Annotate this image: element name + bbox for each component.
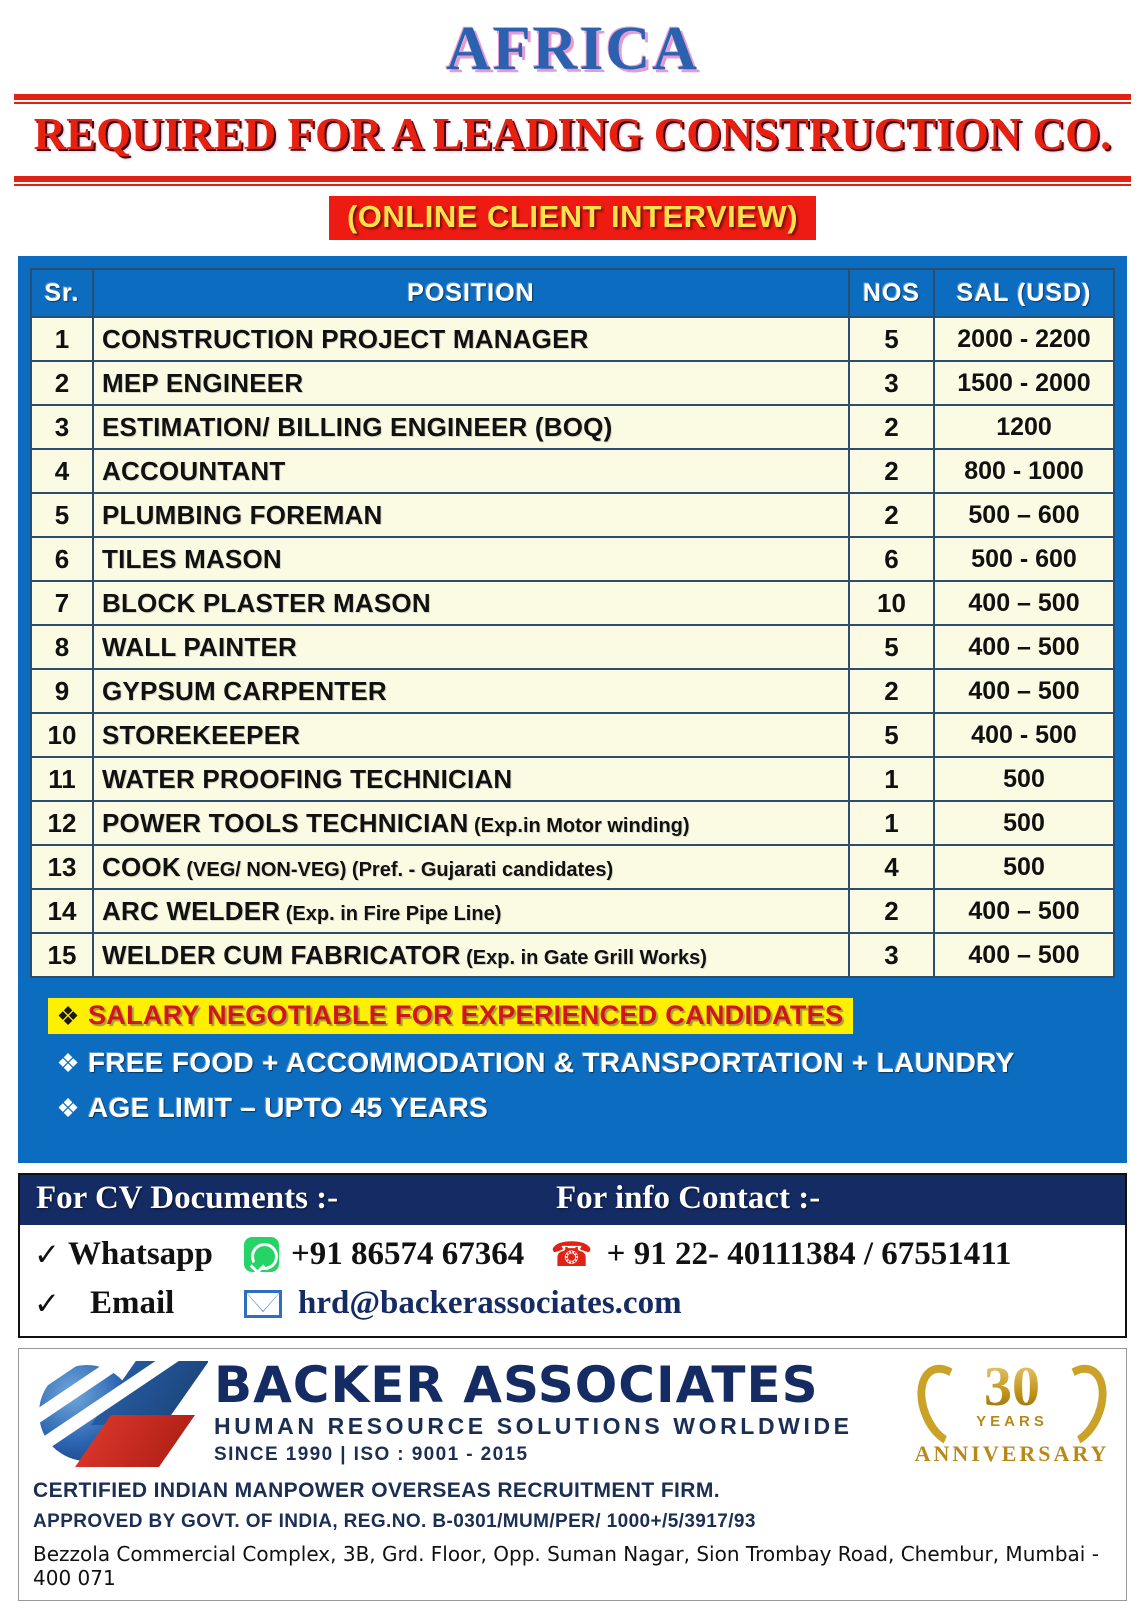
cell-nos: 6 — [849, 537, 934, 581]
anniversary-label: ANNIVERSARY — [914, 1441, 1110, 1466]
cell-position — [93, 845, 849, 889]
cell-sr: 2 — [31, 361, 93, 405]
whatsapp-line — [34, 1230, 1111, 1279]
table-row — [31, 801, 1114, 845]
cell-salary: 800 - 1000 — [934, 449, 1114, 493]
position-note: (Exp. in Gate Grill Works) — [460, 946, 707, 969]
table-row — [31, 581, 1114, 625]
table-row — [31, 361, 1114, 405]
cell-salary: 400 – 500 — [934, 933, 1114, 977]
cell-salary: 1500 - 2000 — [934, 361, 1114, 405]
position-title: TILES MASON — [102, 543, 282, 574]
benefit-plain — [48, 1092, 488, 1124]
contact-box — [18, 1173, 1127, 1338]
telephone-icon: ☎ — [550, 1235, 593, 1274]
cell-position — [93, 933, 849, 977]
position-note: (VEG/ NON-VEG) (Pref. - Gujarati candidates) — [180, 858, 614, 881]
whatsapp-number[interactable]: +91 86574 67364 — [291, 1236, 525, 1272]
brand-tagline: HUMAN RESOURCE SOLUTIONS WORLDWIDE — [214, 1413, 853, 1439]
cell-position — [93, 581, 849, 625]
envelope-icon[interactable] — [244, 1290, 282, 1318]
benefit-text: SALARY NEGOTIABLE FOR EXPERIENCED CANDIDATES — [88, 1000, 844, 1030]
cell-salary: 1200 — [934, 405, 1114, 449]
cell-salary: 400 – 500 — [934, 669, 1114, 713]
benefit-text: FREE FOOD + ACCOMMODATION & TRANSPORTATION + LAUNDRY — [88, 1047, 1015, 1078]
position-title: WATER PROOFING TECHNICIAN — [102, 763, 513, 794]
cell-salary: 500 – 600 — [934, 493, 1114, 537]
cell-sr: 14 — [31, 889, 93, 933]
office-address: Bezzola Commercial Complex, 3B, Grd. Floor, Opp. Suman Nagar, Sion Trombay Road, Chembur, Mumbai - 400 071 — [33, 1542, 1099, 1590]
cell-nos: 5 — [849, 317, 934, 361]
position-title: GYPSUM CARPENTER — [102, 675, 387, 706]
jobs-panel — [18, 256, 1127, 1163]
table-row — [31, 713, 1114, 757]
cell-position — [93, 317, 849, 361]
position-note: (Exp. in Fire Pipe Line) — [280, 902, 502, 925]
benefits-list — [30, 998, 1115, 1145]
cell-nos: 5 — [849, 713, 934, 757]
cell-nos: 2 — [849, 889, 934, 933]
jobs-table-body — [31, 317, 1114, 977]
cell-sr: 4 — [31, 449, 93, 493]
cell-position — [93, 405, 849, 449]
diamond-bullet-icon: ❖ — [56, 1048, 80, 1078]
anniversary-number: 30 — [912, 1359, 1112, 1415]
cell-sr: 5 — [31, 493, 93, 537]
table-row — [31, 625, 1114, 669]
cell-sr: 15 — [31, 933, 93, 977]
anniversary-badge — [912, 1357, 1112, 1469]
cell-nos: 10 — [849, 581, 934, 625]
whatsapp-icon[interactable] — [244, 1237, 279, 1272]
cell-salary: 400 – 500 — [934, 625, 1114, 669]
brand-since: SINCE 1990 | ISO : 9001 - 2015 — [214, 1444, 529, 1465]
position-title: STOREKEEPER — [102, 719, 301, 750]
certification-line: CERTIFIED INDIAN MANPOWER OVERSEAS RECRUITMENT FIRM. — [33, 1479, 720, 1502]
benefit-item — [48, 1092, 1109, 1124]
divider-rule-top — [14, 94, 1131, 100]
cell-position — [93, 625, 849, 669]
headline: REQUIRED FOR A LEADING CONSTRUCTION CO. — [33, 109, 1112, 159]
approval-line: APPROVED BY GOVT. OF INDIA, REG.NO. B-0301/MUM/PER/ 1000+/5/3917/93 — [33, 1511, 756, 1532]
cell-position — [93, 669, 849, 713]
jobs-table-head — [31, 269, 1114, 317]
brand-block — [208, 1356, 912, 1466]
table-row — [31, 317, 1114, 361]
interview-banner-wrap — [0, 196, 1145, 240]
cell-position — [93, 361, 849, 405]
cell-sr: 7 — [31, 581, 93, 625]
table-row — [31, 537, 1114, 581]
cell-salary: 400 – 500 — [934, 889, 1114, 933]
company-logo-icon — [33, 1359, 208, 1467]
cell-sr: 10 — [31, 713, 93, 757]
email-label: Email — [90, 1285, 175, 1321]
table-row — [31, 449, 1114, 493]
cell-position — [93, 493, 849, 537]
cell-nos: 3 — [849, 933, 934, 977]
whatsapp-label: Whatsapp — [68, 1236, 213, 1272]
cell-nos: 1 — [849, 757, 934, 801]
contact-body — [20, 1225, 1125, 1336]
anniversary-years: YEARS — [976, 1413, 1048, 1430]
cell-salary: 500 — [934, 845, 1114, 889]
diamond-bullet-icon: ❖ — [56, 1093, 80, 1123]
cell-sr: 1 — [31, 317, 93, 361]
table-row — [31, 757, 1114, 801]
col-header-sr: Sr. — [31, 269, 93, 317]
cell-sr: 9 — [31, 669, 93, 713]
position-title: CONSTRUCTION PROJECT MANAGER — [102, 323, 589, 354]
position-title: BLOCK PLASTER MASON — [102, 587, 431, 618]
cell-salary: 500 — [934, 757, 1114, 801]
benefit-item — [48, 998, 1109, 1034]
cell-nos: 1 — [849, 801, 934, 845]
cell-position — [93, 449, 849, 493]
table-header-row — [31, 269, 1114, 317]
cell-salary: 2000 - 2200 — [934, 317, 1114, 361]
divider-rule-bottom — [14, 176, 1131, 182]
cell-sr: 12 — [31, 801, 93, 845]
position-title: WALL PAINTER — [102, 631, 297, 662]
col-header-sal: SAL (USD) — [934, 269, 1114, 317]
col-header-nos: NOS — [849, 269, 934, 317]
position-title: POWER TOOLS TECHNICIAN — [102, 807, 469, 838]
diamond-bullet-icon: ❖ — [56, 1000, 80, 1031]
cell-nos: 4 — [849, 845, 934, 889]
benefit-item — [48, 1047, 1109, 1079]
position-title: PLUMBING FOREMAN — [102, 499, 383, 530]
position-title: ARC WELDER — [102, 895, 281, 926]
cell-sr: 6 — [31, 537, 93, 581]
cell-position — [93, 757, 849, 801]
info-heading: For info Contact :- — [556, 1180, 821, 1216]
benefit-plain — [48, 1047, 1015, 1079]
brand-name: BACKER ASSOCIATES — [214, 1356, 819, 1414]
company-footer — [18, 1348, 1127, 1601]
table-row — [31, 405, 1114, 449]
cell-salary: 500 - 600 — [934, 537, 1114, 581]
cell-position — [93, 889, 849, 933]
email-address[interactable]: hrd@backerassociates.com — [298, 1285, 682, 1321]
position-title: COOK — [102, 851, 181, 882]
cell-salary: 400 - 500 — [934, 713, 1114, 757]
cell-position — [93, 713, 849, 757]
cell-position — [93, 801, 849, 845]
logo-row — [33, 1357, 1112, 1469]
cv-heading: For CV Documents :- — [36, 1180, 339, 1216]
cell-sr: 8 — [31, 625, 93, 669]
check-icon: ✓ — [34, 1236, 60, 1272]
position-title: ESTIMATION/ BILLING ENGINEER (BOQ) — [102, 411, 613, 442]
cell-sr: 11 — [31, 757, 93, 801]
table-row — [31, 933, 1114, 977]
table-row — [31, 669, 1114, 713]
jobs-table — [30, 268, 1115, 978]
cell-nos: 2 — [849, 405, 934, 449]
table-row — [31, 889, 1114, 933]
benefit-text: AGE LIMIT – UPTO 45 YEARS — [88, 1092, 489, 1123]
position-title: ACCOUNTANT — [102, 455, 286, 486]
position-title: WELDER CUM FABRICATOR — [102, 939, 461, 970]
interview-banner: (ONLINE CLIENT INTERVIEW) — [329, 196, 816, 240]
cell-nos: 2 — [849, 493, 934, 537]
cell-position — [93, 537, 849, 581]
email-line — [34, 1279, 1111, 1328]
cell-nos: 2 — [849, 449, 934, 493]
table-row — [31, 493, 1114, 537]
cell-nos: 3 — [849, 361, 934, 405]
position-title: MEP ENGINEER — [102, 367, 304, 398]
contact-header — [20, 1175, 1125, 1225]
phone-number[interactable]: + 91 22- 40111384 / 67551411 — [606, 1236, 1012, 1272]
check-icon: ✓ — [34, 1285, 60, 1321]
cell-salary: 500 — [934, 801, 1114, 845]
region-title: AFRICA — [445, 15, 700, 83]
table-row — [31, 845, 1114, 889]
position-note: (Exp.in Motor winding) — [468, 814, 690, 837]
cell-nos: 2 — [849, 669, 934, 713]
cell-sr: 13 — [31, 845, 93, 889]
cell-salary: 400 – 500 — [934, 581, 1114, 625]
col-header-position: POSITION — [93, 269, 849, 317]
cell-nos: 5 — [849, 625, 934, 669]
cell-sr: 3 — [31, 405, 93, 449]
benefit-highlight — [48, 998, 853, 1034]
